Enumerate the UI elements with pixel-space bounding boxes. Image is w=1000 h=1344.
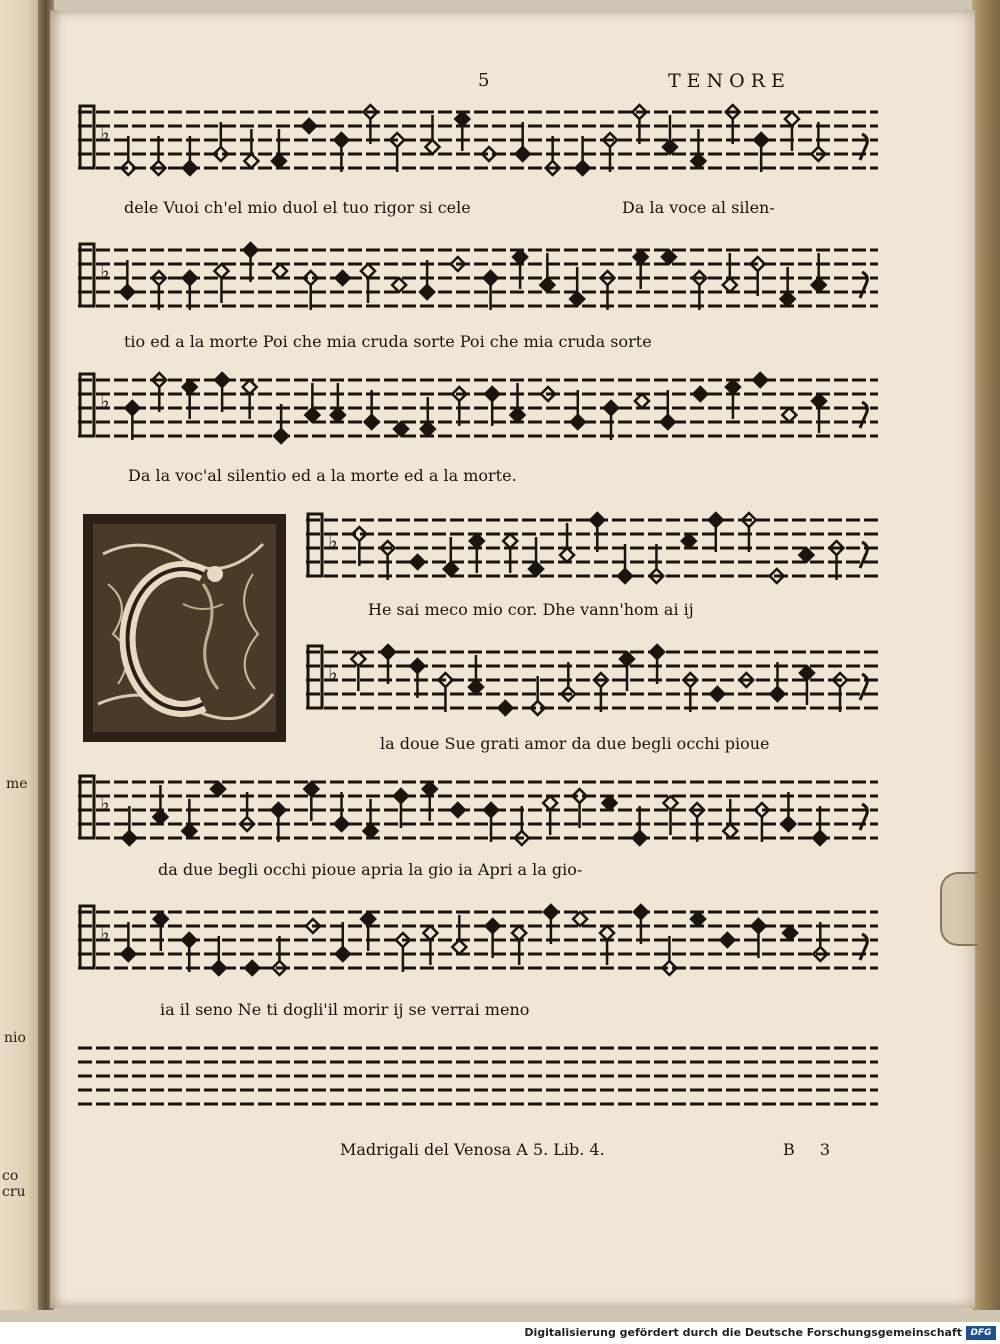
digitization-credit: Digitalisierung gefördert durch die Deutsche Forschungsgemeinschaft	[524, 1326, 962, 1339]
note-icon	[634, 250, 648, 289]
note-icon	[693, 387, 707, 401]
left-page-fragment: nio	[4, 1030, 26, 1046]
note-icon	[723, 799, 737, 838]
note-icon	[543, 796, 557, 835]
flat-icon: ♭	[100, 921, 110, 945]
woodcut-illustration	[83, 514, 286, 742]
note-icon	[603, 796, 617, 810]
digitization-footer	[0, 1322, 1000, 1344]
note-icon	[423, 782, 437, 821]
note-icon	[785, 112, 799, 151]
note-icon	[444, 537, 458, 576]
note-icon	[664, 796, 678, 835]
flat-icon: ♭	[100, 791, 110, 815]
note-icon	[498, 701, 512, 715]
custos-icon	[860, 542, 867, 568]
note-icon	[513, 250, 527, 289]
page-clip	[940, 872, 978, 946]
note-icon	[361, 912, 375, 951]
note-icon	[411, 555, 425, 569]
flat-icon: ♭	[100, 259, 110, 283]
note-icon	[154, 912, 168, 951]
flat-icon: ♭	[328, 661, 338, 685]
lyric-line: da due begli occhi pioue apria la gio ia Apri a la gio-	[158, 860, 583, 879]
note-icon	[153, 785, 167, 824]
note-icon	[691, 912, 705, 926]
note-icon	[723, 253, 737, 292]
note-icon	[394, 422, 408, 436]
note-icon	[425, 115, 439, 154]
note-icon	[682, 534, 696, 548]
note-icon	[364, 799, 378, 838]
note-icon	[799, 548, 813, 562]
note-icon	[302, 119, 316, 133]
dfg-logo: DFG	[966, 1326, 996, 1340]
custos-icon	[860, 402, 867, 428]
lyric-line: He sai meco mio cor. Dhe vann'hom ai ij	[368, 600, 694, 619]
note-icon	[812, 253, 826, 292]
lyric-line: ia il seno Ne ti dogli'il morir ij se verrai meno	[160, 1000, 530, 1019]
note-icon	[245, 961, 259, 975]
running-head: TENORE	[668, 70, 791, 92]
note-icon	[470, 534, 484, 573]
note-icon	[720, 933, 734, 947]
music-staff	[306, 640, 878, 720]
lyric-line: tio ed a la morte Poi che mia cruda sorte Poi che mia cruda sorte	[124, 332, 652, 351]
note-icon	[214, 264, 228, 303]
note-icon	[305, 383, 319, 422]
lyric-line: Da la voce al silen-	[622, 198, 775, 217]
note-icon	[529, 537, 543, 576]
custos-icon	[860, 674, 867, 700]
note-icon	[511, 383, 525, 422]
note-icon	[512, 926, 526, 965]
note-icon	[211, 782, 225, 796]
page-number: 5	[478, 70, 490, 91]
note-icon	[469, 655, 483, 694]
note-icon	[272, 129, 286, 168]
custos-icon	[860, 134, 867, 160]
note-icon	[710, 687, 724, 701]
music-staff	[306, 508, 878, 588]
note-icon	[452, 915, 466, 954]
note-icon	[244, 129, 258, 168]
music-staff	[78, 238, 878, 318]
staff-svg	[78, 100, 878, 180]
note-icon	[570, 267, 584, 306]
flat-icon: ♭	[100, 121, 110, 145]
note-icon	[455, 112, 469, 151]
note-icon	[336, 271, 350, 285]
clef-icon	[308, 646, 322, 708]
note-icon	[503, 534, 517, 573]
note-icon	[800, 666, 814, 705]
signature-line: Madrigali del Venosa A 5. Lib. 4.	[340, 1140, 605, 1159]
staff-svg	[306, 640, 878, 720]
note-icon	[351, 652, 365, 691]
note-icon	[273, 264, 287, 278]
custos-icon	[860, 934, 867, 960]
note-icon	[451, 803, 465, 817]
clef-icon	[308, 514, 322, 576]
note-icon	[423, 926, 437, 965]
note-icon	[635, 394, 649, 408]
left-page-fragment: co cru	[2, 1168, 26, 1200]
lyric-line: Da la voc'al silentio ed a la morte ed a la morte.	[128, 466, 517, 485]
staff-svg	[78, 770, 878, 850]
note-icon	[182, 799, 196, 838]
note-icon	[421, 397, 435, 436]
lyric-line: dele Vuoi ch'el mio duol el tuo rigor si cele	[124, 198, 471, 217]
flat-icon: ♭	[328, 529, 338, 553]
note-icon	[662, 250, 676, 264]
left-page-fragment: me	[6, 776, 28, 792]
music-staff	[78, 900, 878, 980]
clef-icon	[80, 374, 94, 436]
note-icon	[600, 926, 614, 965]
clef-icon	[80, 906, 94, 968]
lyric-line: la doue Sue grati amor da due begli occhi pioue	[380, 734, 770, 753]
music-staff	[78, 770, 878, 850]
note-icon	[183, 380, 197, 419]
note-icon	[783, 926, 797, 940]
custos-icon	[860, 272, 867, 298]
music-staff	[78, 368, 878, 448]
staff-svg	[78, 900, 878, 980]
page-edge	[972, 0, 1000, 1310]
note-icon	[560, 523, 574, 562]
note-icon	[812, 394, 826, 433]
flat-icon: ♭	[100, 389, 110, 413]
music-staff	[78, 100, 878, 180]
note-icon	[304, 782, 318, 821]
clef-icon	[80, 106, 94, 168]
note-icon	[361, 264, 375, 303]
note-icon	[691, 129, 705, 168]
clef-icon	[80, 776, 94, 838]
note-icon	[620, 652, 634, 691]
note-icon	[331, 383, 345, 422]
decorated-initial	[83, 514, 286, 742]
clef-icon	[80, 244, 94, 306]
note-icon	[726, 380, 740, 419]
note-icon	[392, 278, 406, 292]
custos-icon	[860, 804, 867, 830]
staff-svg	[78, 1036, 878, 1116]
note-icon	[540, 253, 554, 292]
note-icon	[782, 408, 796, 422]
staff-svg	[306, 508, 878, 588]
note-icon	[243, 380, 257, 419]
staff-svg	[78, 368, 878, 448]
signature-mark: B 3	[783, 1140, 841, 1159]
empty-music-staff	[78, 1036, 878, 1116]
note-icon	[753, 373, 767, 387]
staff-svg	[78, 238, 878, 318]
note-icon	[663, 115, 677, 154]
note-icon	[573, 912, 587, 926]
note-icon	[781, 267, 795, 306]
